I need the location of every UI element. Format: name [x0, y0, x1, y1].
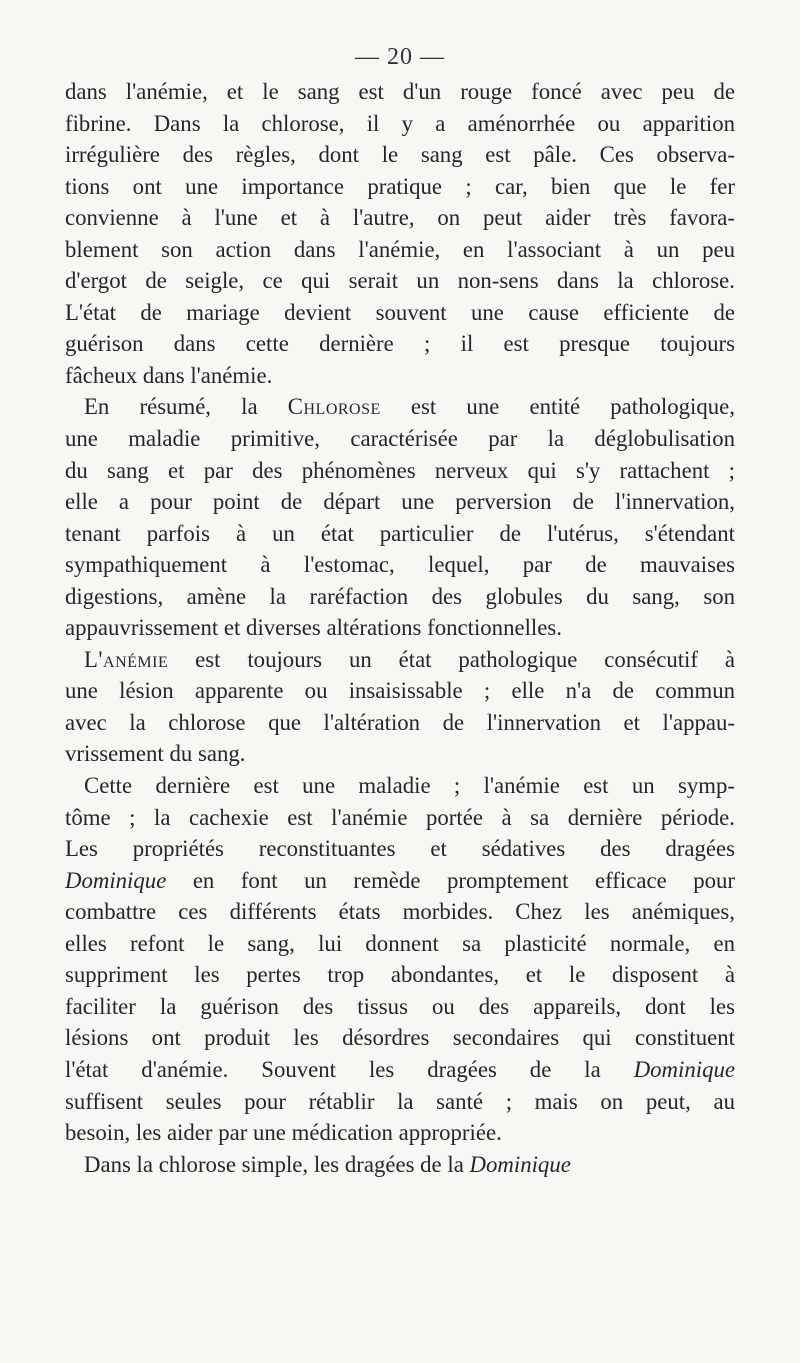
- text-line: du sang et par des phénomènes nerveux qui s'y rattachent ;: [65, 457, 735, 483]
- text-line: Les propriétés reconstituantes et sédatives des dragées: [65, 836, 735, 862]
- paragraph-chlorose-summary: [65, 391, 735, 643]
- paragraph-chlorose-simple: [65, 1149, 735, 1181]
- text-line: avec la chlorose que l'altération de l'innervation et l'appau-: [65, 709, 735, 735]
- page-number: — 20 —: [355, 44, 445, 70]
- brand-dominique: Dominique: [65, 867, 167, 893]
- text-line: d'ergot de seigle, ce qui serait un non-sens dans la chlorose.: [65, 268, 735, 294]
- text-line: digestions, amène la raréfaction des globules du sang, son: [65, 583, 735, 609]
- text-line: tions ont une importance pratique ; car, bien que le fer: [65, 173, 735, 199]
- text-line: vrissement du sang.: [65, 741, 246, 767]
- text-line: sympathiquement à l'estomac, lequel, par de mauvaises: [65, 552, 735, 578]
- text-line: fibrine. Dans la chlorose, il y a aménorrhée ou apparition: [65, 110, 735, 136]
- text-line: [65, 1149, 735, 1181]
- text-line: lésions ont produit les désordres secondaires qui constituent: [65, 1025, 735, 1051]
- text-line: L'état de mariage devient souvent une cause efficiente de: [65, 299, 735, 325]
- text-line: besoin, les aider par une médication appropriée.: [65, 1120, 502, 1146]
- text-line: irrégulière des règles, dont le sang est pâle. Ces observa-: [65, 142, 735, 168]
- text-line: [65, 865, 735, 897]
- text-fragment: est une entité pathologique,: [380, 394, 736, 420]
- text-line: une lésion apparente ou insaisissable ; elle n'a de commun: [65, 678, 735, 704]
- text-line: suppriment les pertes trop abondantes, et le disposent à: [65, 962, 735, 988]
- text-line: convienne à l'une et à l'autre, on peut aider très favora-: [65, 205, 735, 231]
- text-line: [65, 391, 735, 423]
- text-line: guérison dans cette dernière ; il est presque toujours: [65, 331, 735, 357]
- text-line: elle a pour point de départ une perversion de l'innervation,: [65, 489, 735, 515]
- text-line: appauvrissement et diverses altérations fonctionnelles.: [65, 615, 562, 641]
- text-line: suffisent seules pour rétablir la santé ; mais on peut, au: [65, 1088, 735, 1114]
- brand-dominique: Dominique: [633, 1056, 735, 1082]
- paragraph-anemie-chlorose-comparison: [65, 76, 735, 391]
- text-line: faciliter la guérison des tissus ou des appareils, dont les: [65, 993, 735, 1019]
- text-line: [65, 644, 735, 676]
- text-line: une maladie primitive, caractérisée par la déglobulisation: [65, 426, 735, 452]
- text-fragment: en font un remède promptement efficace pour: [166, 867, 735, 893]
- term-anemie: L'anémie: [84, 646, 169, 672]
- text-line: blement son action dans l'anémie, en l'associant à un peu: [65, 236, 735, 262]
- text-line: tôme ; la cachexie est l'anémie portée à sa dernière période.: [65, 804, 735, 830]
- text-line: elles refont le sang, lui donnent sa plasticité normale, en: [65, 930, 735, 956]
- brand-dominique: Dominique: [469, 1151, 571, 1177]
- text-fragment: est toujours un état pathologique consécutif à: [168, 646, 735, 672]
- text-line: [65, 1054, 735, 1086]
- text-fragment: l'état d'anémie. Souvent les dragées de la: [65, 1056, 634, 1082]
- text-line: fâcheux dans l'anémie.: [65, 362, 273, 388]
- text-line: dans l'anémie, et le sang est d'un rouge foncé avec peu de: [65, 79, 735, 104]
- paragraph-anemie-definition: [65, 644, 735, 770]
- text-fragment: En résumé, la: [84, 394, 288, 420]
- text-line: combattre ces différents états morbides. Chez les anémiques,: [65, 899, 735, 925]
- term-chlorose: Chlorose: [287, 394, 381, 420]
- text-fragment: Dans la chlorose simple, les dragées de la: [84, 1151, 470, 1177]
- text-line: tenant parfois à un état particulier de l'utérus, s'étendant: [65, 520, 735, 546]
- body-text: [65, 76, 735, 1180]
- paragraph-dragees-dominique: [65, 770, 735, 1149]
- text-line: Cette dernière est une maladie ; l'anémie est un symp-: [84, 773, 735, 799]
